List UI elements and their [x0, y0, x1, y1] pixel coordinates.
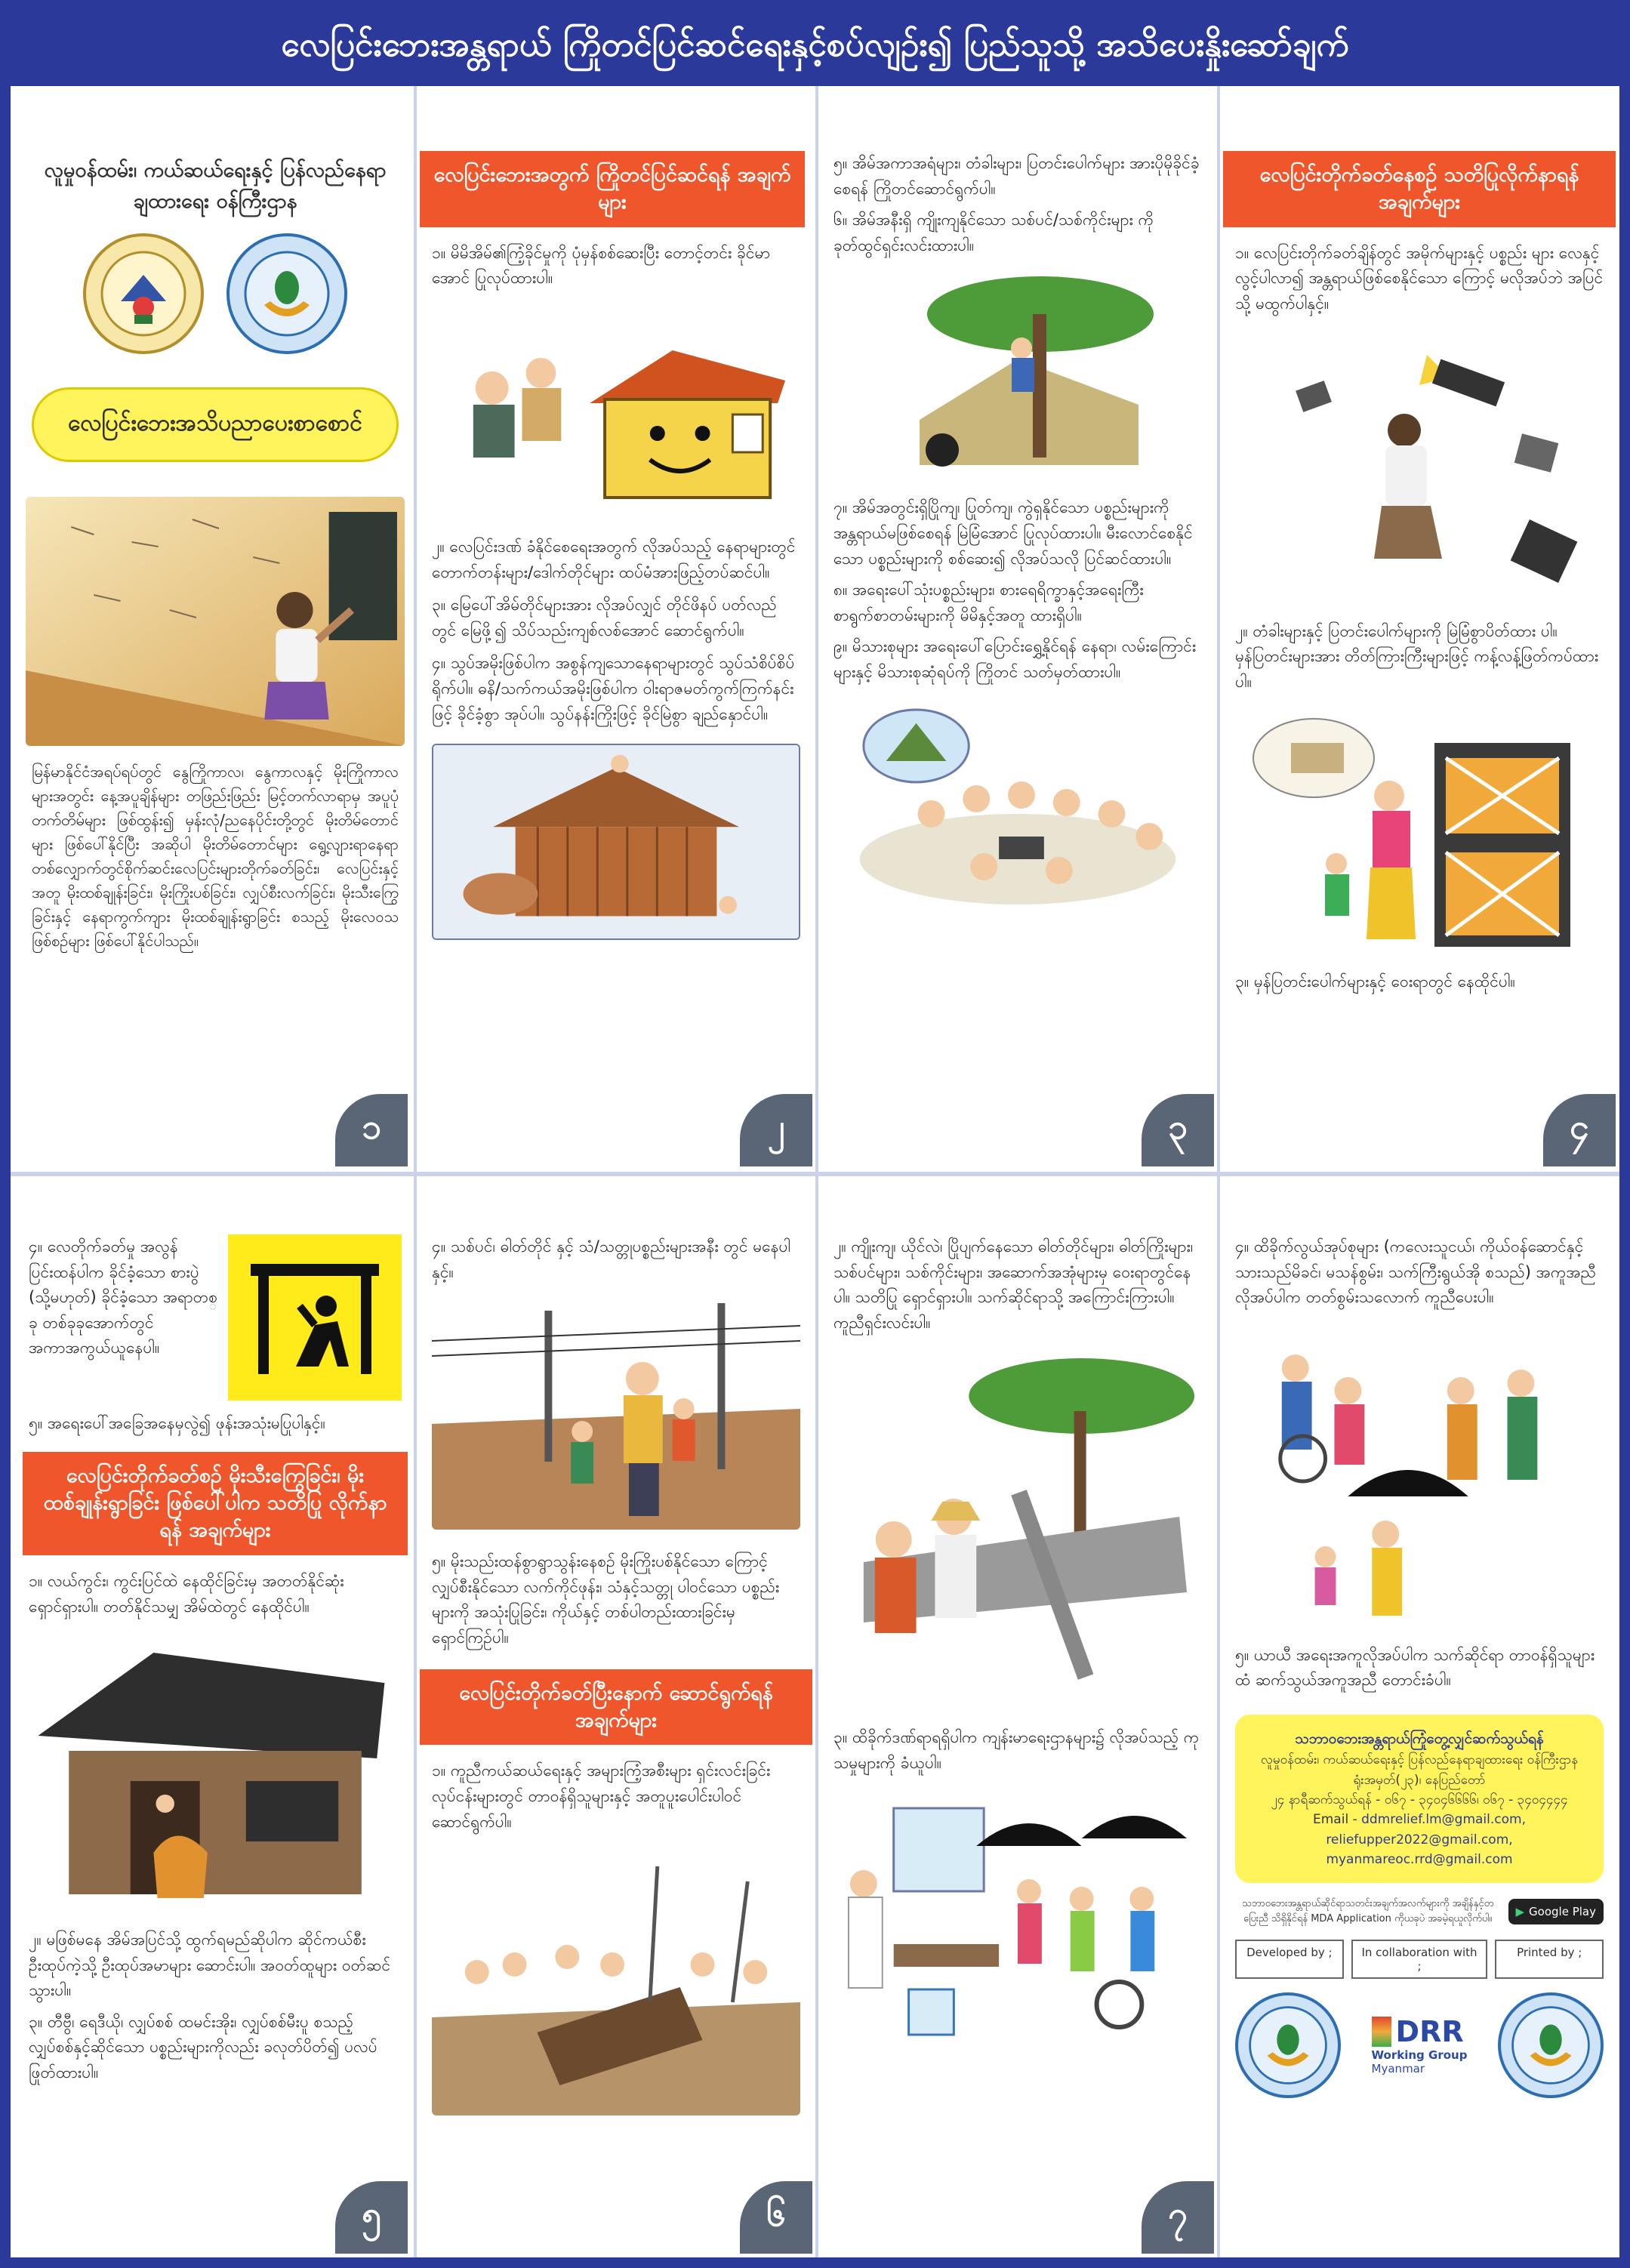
credit-printed-by: Printed by ;	[1495, 1940, 1604, 1979]
illustration-fallen-pole	[833, 1351, 1202, 1706]
contact-email-2[interactable]: reliefupper2022@gmail.com,	[1326, 1832, 1513, 1847]
contact-box	[1235, 1715, 1604, 1884]
panel3-item-9: ၉။ မိသားစုများ အရေးပေါ်ပြောင်းရွှေ့နိုင်ရန် နေရာ၊ လမ်းကြောင်းများနှင့် မိသားစုဆုံရပ်ကို ကြိုတင် သတ်မှတ်ထားပါ။	[833, 637, 1197, 681]
panel-5	[23, 1182, 408, 2254]
credit-developed-by: Developed by ;	[1235, 1940, 1344, 1979]
sponsor-logos	[1235, 1992, 1604, 2098]
contact-title: သဘာဝဘေးအန္တရာယ်ကြုံတွေ့လျှင်ဆက်သွယ်ရန်	[1295, 1730, 1544, 1747]
contact-email-block	[1252, 1810, 1587, 1869]
take-cover-icon	[228, 1234, 402, 1401]
panel-4	[1223, 98, 1616, 1166]
panel5-item-4: ၄။ လေတိုက်ခတ်မှု အလွန် ပြင်းထန်ပါက ခိုင်ခံ့သော စားပွဲ (သို့မဟုတ်) ခိုင်ခံ့သော အရာတစ္ခု တစ်ခုခုအောက်တွင် အကာအကွယ်ယူနေပါ။	[29, 1237, 218, 1357]
credit-collaboration: In collaboration with ;	[1351, 1940, 1488, 1979]
disaster-dept-seal-icon	[1498, 1992, 1604, 2098]
contact-phones: ၂၄ နာရီဆက်သွယ်ရန် - ၀၆၇ - ၃၄၀၄၆၆၆၆၊ ၀၆၇ - ၃၄၀၄၄၄၄	[1271, 1792, 1568, 1808]
panel3-item-7: ၇။ အိမ်အတွင်းရှိပြိုကျ၊ ပြုတ်ကျ၊ ကွဲရှနိုင်သော ပစ္စည်းများကို အန္တရာယ်မဖြစ်စေရန် မြဲမြံအောင် ပြုလုပ်ထားပါ။ မီးလောင်စေနိုင်သော ပစ္စည်းများကို စစ်ဆေး၍ လိုအပ်သလို ပြင်ဆင်ထားပါ။	[833, 498, 1193, 568]
panel7-item-2: ၂။ ကျိုးကျ၊ ယိုင်လဲ၊ ပြိုပျက်နေသော ဓါတ်တိုင်များ၊ ဓါတ်ကြိုးများ၊ သစ်ပင်များ၊ သစ်ကိုင်းများ၊ အဆောက်အအုံများမှ ဝေးရာတွင်နေပါ။ သတိပြု ရှောင်ရှားပါ။ သက်ဆိုင်ရာသို့ အကြောင်းကြားပါ။ ကူညီရှင်းလင်းပါ။	[833, 1237, 1194, 1332]
panel6-item-after-1: ၁။ ကူညီကယ်ဆယ်ရေးနှင့် အများကြံ့အစီးများ ရှင်းလင်းခြင်းလုပ်ငန်းများတွင် တာဝန်ရှိသူများနှင့် အတူပူးပေါင်းပါဝင် ဆောင်ရွက်ပါ။	[432, 1761, 771, 1831]
illustration-tree-trimming	[852, 269, 1184, 473]
disaster-dept-seal-icon	[1235, 1992, 1341, 2098]
page-number-badge: ၃	[1142, 1094, 1214, 1166]
panel2-item-4: ၄။ သွပ်အမိုးဖြစ်ပါက အစွန်ကျသောနေရာများတွင် သွပ်သံစိပ်စိပ်ရိုက်ပါ။ ဓနိ/သက်ကယ်အမိုးဖြစ်ပါက ဝါးရာဇမတ်ကွက်ကြက်နင်းဖြင့် ခိုင်ခံ့စွာ အုပ်ပါ။ သွပ်နန်းကြိုးဖြင့် ခိုင်မြဲစွာ ချည်နှောင်ပါ။	[432, 654, 795, 723]
panel-2	[420, 98, 812, 1166]
panel5-item-bottom-2: ၂။ မဖြစ်မနေ အိမ်အပြင်သို့ ထွက်ရမည်ဆိုပါက ဆိုင်ကယ်စီးဦးထုပ်ကဲ့သို့ ဦးထုပ်အမာများ ဆောင်းပါ။ အဝတ်ထူများ ဝတ်ဆင်သွားပါ။	[29, 1931, 391, 2000]
panel6-item-5: ၅။ မိုးသည်းထန်စွာရွာသွန်းနေစဉ် မိုးကြိုးပစ်နိုင်သော ကြောင့် လျှပ်စီးနိုင်သော လက်ကိုင်ဖုန်း၊ သံနှင့်သတ္တု ပါဝင်သော ပစ္စည်းများကို အသုံးပြုခြင်း၊ ကိုယ်နှင့် တစ်ပါတည်းထားခြင်းမှ ရှောင်ကြဉ်ပါ။	[432, 1552, 780, 1647]
contact-email-3[interactable]: myanmareoc.rrd@gmail.com	[1326, 1852, 1513, 1868]
ministry-seal-icon	[83, 233, 204, 354]
app-note: သဘာဝဘေးအန္တရာယ်ဆိုင်ရာသတင်းအချက်အလက်များကို အချိန်နှင့်တပြေးညီ သိရှိနိုင်ရန် MDA Application ကိုယခုပဲ အခမဲ့ရယူလိုက်ပါ။	[1242, 1898, 1494, 1924]
panel8-item-4: ၄။ ထိခိုက်လွယ်အုပ်စုများ (ကလေးသူငယ်၊ ကိုယ်ဝန်ဆောင်နှင့် သားသည်မိခင်၊ မသန်စွမ်း၊ သက်ကြီးရွယ်အို စသည်) အကူအညီ လိုအပ်ပါက တတ်စွမ်းသလောက် ကူညီပေးပါ။	[1235, 1237, 1596, 1307]
page-number-badge: ၄	[1543, 1094, 1616, 1166]
illustration-family-near-poles	[432, 1296, 800, 1530]
panel-7	[821, 1182, 1214, 2254]
google-play-badge[interactable]: ▶ Google Play	[1508, 1899, 1604, 1924]
play-triangle-icon: ▶	[1515, 1904, 1525, 1918]
page-number-badge: ၁	[335, 1094, 408, 1166]
drr-mark-icon	[1372, 2017, 1391, 2047]
illustration-flying-debris	[1246, 340, 1593, 596]
illustration-family-meeting	[833, 701, 1202, 920]
panel3-item-8: ၈။ အရေးပေါ်သုံးပစ္စည်းများ၊ စားရေရိက္ခာနှင့်အရေးကြီး စာရွက်စာတမ်းများကို မိမိနှင့်အတူ ထားရှိပါ။	[833, 581, 1144, 624]
contact-org: လူမှုဝန်ထမ်း၊ ကယ်ဆယ်ရေးနှင့် ပြန်လည်နေရာချထားရေး ဝန်ကြီးဌာန	[1260, 1752, 1579, 1768]
page-number-badge: ၂	[740, 1094, 812, 1166]
panel2-heading: လေပြင်းဘေးအတွက် ကြိုတင်ပြင်ဆင်ရန် အချက်များ	[420, 151, 805, 227]
drr-title: DRR	[1395, 2015, 1464, 2049]
panel4-item-2: ၂။ တံခါးများနှင့် ပြတင်းပေါက်များကို မြဲမြံစွာပိတ်ထား ပါ။ မှန်ပြတင်းများအား တိတ်ကြားကြီးများဖြင့် ကန့်လန့်ဖြတ်ကပ်ထားပါ။	[1235, 621, 1599, 691]
panel2-item-1: ၁။ မိမိအိမ်၏ကြံ့ခိုင်မှုကို ပုံမှန်စစ်ဆေးပြီး တောင့်တင်း ခိုင်မာအောင် ပြုလုပ်ထားပါ။	[432, 243, 771, 288]
column-divider-1	[414, 86, 417, 2257]
logo-row	[23, 233, 408, 354]
panel-8	[1223, 1182, 1616, 2254]
panel5-heading: လေပြင်းတိုက်ခတ်စဉ် မိုးသီးကြွေခြင်း၊ မိုးထစ်ချုန်းရွာခြင်း ဖြစ်ပေါ်ပါက သတိပြု လိုက်နာရန် အချက်များ	[23, 1452, 408, 1555]
illustration-taping-windows	[1246, 713, 1593, 954]
panel-1	[23, 98, 408, 1166]
illustration-helping-vulnerable	[1235, 1323, 1604, 1625]
panel4-item-3: ၃။ မှန်ပြတင်းပေါက်များနှင့် ဝေးရာတွင် နေထိုင်ပါ။	[1235, 972, 1515, 991]
intro-paragraph: မြန်မာနိုင်ငံအရပ်ရပ်တွင် နွေကြိုကာလ၊ နွေကာလနှင့် မိုးကြိုကာလများအတွင်း နေ့အပူချိန်များ တဖြည်းဖြည်း မြင့်တက်လာရာမှ အပူပုံတက်တိမ်များ ဖြစ်ထွန်း၍ မှန်းလုံ/ညနေပိုင်းတို့တွင် မိုးတိမ်တောင်များ ဖြစ်ပေါ်နိုင်ပြီး အဆိုပါ မိုးတိမ်တောင်များ ရွေ့လျားရာနေရာ တစ်လျှောက်တွင်စိုက်ဆင်းလေပြင်းများတိုက်ခတ်ခြင်း၊ လေပြင်းနှင့်အတူ မိုးထစ်ချုန်းခြင်း၊ မိုးကြိုးပစ်ခြင်း၊ လျှပ်စီးလက်ခြင်း၊ မိုးသီးကြွေခြင်းနှင့် နေရာကွက်ကျား မိုးထစ်ချုန်းရွာခြင်း စသည့် မိုးလေဝသဖြစ်စဉ်များ ဖြစ်ပေါ်နိုင်ပါသည်။	[32, 763, 399, 950]
page-number-badge: ၆	[740, 2181, 812, 2254]
panel4-heading: လေပြင်းတိုက်ခတ်နေစဉ် သတိပြုလိုက်နာရန် အချက်များ	[1223, 151, 1616, 227]
illustration-community-cleanup	[432, 1851, 800, 2115]
panel-6	[420, 1182, 812, 2254]
panel5-item-mid-1: ၁။ လယ်ကွင်း၊ ကွင်းပြင်ထဲ နေထိုင်ခြင်းမှ အတတ်နိုင်ဆုံး ရှောင်ရှားပါ။ တတ်နိုင်သမျှ အိမ်ထဲတွင် နေထိုင်ပါ။	[29, 1571, 344, 1616]
panel6-heading: လေပြင်းတိုက်ခတ်ပြီးနောက် ဆောင်ရွက်ရန် အချက်များ	[420, 1669, 812, 1746]
panel6-item-4: ၄။ သစ်ပင်၊ ဓါတ်တိုင် နှင့် သံ/သတ္တုပစ္စည်းများအနီး တွင် မနေပါနှင့်။	[432, 1237, 791, 1281]
illustration-roof-repair	[432, 744, 800, 940]
drr-logo	[1372, 2015, 1468, 2075]
contact-email-label: Email -	[1313, 1812, 1357, 1828]
drr-line1: Working Group	[1371, 2048, 1468, 2063]
page-number-badge: ၇	[1142, 2181, 1214, 2254]
contact-office: ရုံးအမှတ်(၂၃)၊ နေပြည်တော်	[1353, 1772, 1486, 1788]
panel8-item-5: ၅။ ယာယီ အရေးအကူလိုအပ်ပါက သက်ဆိုင်ရာ တာဝန်ရှိသူများထံ ဆက်သွယ်အကူအညီ တောင်းခံပါ။	[1235, 1645, 1595, 1690]
panel-3	[821, 98, 1214, 1166]
panel3-item-5: ၅။ အိမ်အကာအရံများ၊ တံခါးများ၊ ပြတင်းပေါက်များ အားပိုမိုခိုင်ခံ့စေရန် ကြိုတင်ဆောင်ရွက်ပါ။	[833, 154, 1200, 198]
panel3-item-6: ၆။ အိမ်အနီးရှိ ကျိုးကျနိုင်သော သစ်ပင်/သစ်ကိုင်းများ ကို ခုတ်ထွင်ရှင်းလင်းထားပါ။	[833, 211, 1154, 254]
column-divider-2	[815, 86, 818, 2257]
drr-line2: Myanmar	[1371, 2062, 1425, 2076]
awareness-pill: လေပြင်းဘေးအသိပညာပေးစာစောင်	[32, 387, 399, 462]
panel5-top-row	[29, 1234, 402, 1401]
banner-title: လေပြင်းဘေးအန္တရာယ် ကြိုတင်ပြင်ဆင်ရေးနှင့်စပ်လျဉ်း၍ ပြည်သူသို့ အသိပေးနှိုးဆော်ချက်	[281, 26, 1349, 64]
column-divider-3	[1217, 86, 1220, 2257]
disaster-dept-seal-icon	[226, 233, 347, 354]
ministry-name: လူမှုဝန်ထမ်း၊ ကယ်ဆယ်ရေးနှင့် ပြန်လည်နေရာချထားရေး ဝန်ကြီးဌာန	[44, 159, 387, 213]
illustration-hut-in-storm	[23, 1638, 408, 1909]
credits-row	[1235, 1940, 1604, 1979]
contact-email-1[interactable]: ddmrelief.lm@gmail.com,	[1361, 1812, 1526, 1828]
panel7-item-3: ၃။ ထိခိုက်ဒဏ်ရာရရှိပါက ကျန်းမာရေးဌာနများ၌ လိုအပ်သည့် ကုသမှုများကို ခံယူပါ။	[833, 1728, 1200, 1772]
illustration-child-storm	[26, 497, 405, 746]
panel4-item-1: ၁။ လေပြင်းတိုက်ခတ်ချိန်တွင် အမိုက်များနှင့် ပစ္စည်း များ လေနှင့်လွင့်ပါလာ၍ အန္တရာယ်ဖြစ်စေနိုင်သော ကြောင့် မလိုအပ်ဘဲ အပြင်သို့ မထွက်ပါနှင့်။	[1235, 243, 1604, 313]
poster-banner	[11, 11, 1619, 86]
panel5-item-bottom-3: ၃။ တီဗွီ၊ ရေဒီယို၊ လျှပ်စစ် ထမင်းအိုး၊ လျှပ်စစ်မီးပူ စသည့် လျှပ်စစ်နှင့်ဆိုင်သော ပစ္စည်းများကိုလည်း ခလုတ်ပိတ်၍ ပလပ်ဖြုတ်ထားပါ။	[29, 2012, 377, 2082]
panel5-item-5: ၅။ အရေးပေါ်အခြေအနေမှလွဲ၍ ဖုန်းအသုံးမပြုပါနှင့်။	[29, 1414, 325, 1432]
illustration-clinic	[833, 1793, 1202, 2050]
illustration-house-inspection	[432, 320, 800, 509]
panel2-item-2: ၂။ လေပြင်းဒဏ် ခံနိုင်စေရေးအတွက် လိုအပ်သည့် နေရာများတွင် တောက်တန်းများ/ဒေါက်တိုင်များ ထပ်မံအားဖြည့်တပ်ဆင်ပါ။	[432, 538, 796, 581]
panel2-item-3: ၃။ မြေပေါ်အိမ်တိုင်များအား လိုအပ်လျှင် တိုင်ဖိနပ် ပတ်လည်တွင် မြေဖို့၍ သိပ်သည်းကျစ်လစ်အောင် ဆောင်ရွက်ပါ။	[432, 596, 777, 639]
app-promo-row	[1235, 1897, 1604, 1926]
page-number-badge: ၅	[335, 2181, 408, 2254]
